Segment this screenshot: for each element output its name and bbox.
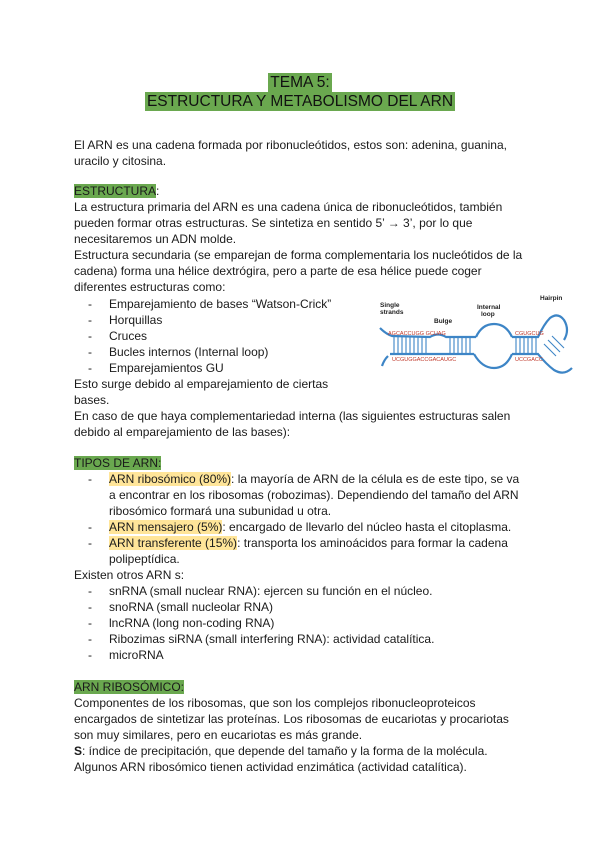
tipo-item-cont: a encontrar en los ribosomas (robozimas). Dependiendo del tamaño del ARN (109, 488, 519, 502)
strand-right-top-seq: CGUGCUG (515, 331, 544, 337)
estructura-p1-line-3: necesitaremos un ADN molde. (74, 232, 237, 246)
ribosomico-heading (74, 679, 184, 695)
intro-line-2: uracilo y citosina. (74, 154, 167, 168)
ribosomico-last-line: Algunos ARN ribosómico tienen actividad enzimática (actividad catalítica). (74, 760, 467, 774)
label-loop: loop (481, 311, 495, 318)
otro-item: Ribozimas siRNA (small interfering RNA): actividad catalítica. (109, 632, 435, 646)
estructura-heading-text: ESTRUCTURA (74, 184, 157, 198)
list-bullet: - (88, 584, 92, 598)
list-bullet: - (88, 472, 92, 486)
strand-bottom-seq: UCGUGGACCGACAUGC (392, 357, 457, 363)
s-bold: S (74, 744, 83, 758)
list-bullet: - (88, 648, 92, 662)
label-single: Single (380, 302, 400, 309)
title-line-2: ESTRUCTURA Y METABOLISMO DEL ARN (146, 93, 454, 110)
estructura-p1-line-2: pueden formar otras estructuras. Se sintetiza en sentido 5’ → 3’, por lo que (74, 216, 473, 230)
list-bullet: - (88, 313, 92, 327)
ribosomico-line-1: Componentes de los ribosomas, que son los complejos ribonucleoproteicos (74, 696, 476, 710)
tipo-text: : transporta los aminoácidos para formar la cadena (237, 536, 508, 550)
label-hairpin: Hairpin (540, 295, 563, 302)
tipo-highlight: ARN transferente (15%) (109, 536, 238, 550)
ribosomico-s-line (74, 743, 488, 759)
otro-item: snRNA (small nuclear RNA): ejercen su función en el núcleo. (109, 584, 433, 598)
list-item: Emparejamiento de bases “Watson-Crick” (109, 297, 332, 311)
ribosomico-heading-text: ARN RIBOSÓMICO: (74, 680, 185, 694)
tipo-item-ribosomico (109, 471, 519, 487)
ribosomico-line-3: son muy similares, pero en eucariotas es más grande. (74, 728, 363, 742)
estructura-p2-line-2: cadena) forma una hélice dextrógira, pero a parte de esa hélice puede coger (74, 264, 482, 278)
list-item: Cruces (109, 329, 148, 343)
list-item: Bucles internos (Internal loop) (109, 345, 269, 359)
list-bullet: - (88, 345, 92, 359)
tipo-item-transferente (109, 535, 508, 551)
tipo-item-cont: ribosómico formará una subunidad u otra. (109, 504, 332, 518)
tipos-heading-text: TIPOS DE ARN: (74, 456, 162, 470)
strand-top-seq: AGCACCUGG GCUAG (388, 331, 446, 337)
estructura-after-line-3: En caso de que haya complementariedad interna (las siguientes estructuras salen (74, 409, 511, 423)
list-bullet: - (88, 632, 92, 646)
rna-secondary-structure-diagram (378, 294, 578, 382)
estructura-heading (74, 183, 159, 199)
list-bullet: - (88, 361, 92, 375)
ribosomico-line-2: encargados de sintetizar las proteínas. Los ribosomas de eucariotas y procariotas (74, 712, 509, 726)
list-bullet: - (88, 536, 92, 550)
tipo-text: : encargado de llevarlo del núcleo hasta el citoplasma. (222, 520, 512, 534)
list-item: Emparejamientos GU (109, 361, 224, 375)
list-bullet: - (88, 600, 92, 614)
s-text: : índice de precipitación, que depende del tamaño y la forma de la molécula. (82, 744, 488, 758)
list-item: Horquillas (109, 313, 163, 327)
otro-item: snoRNA (small nucleolar RNA) (109, 600, 274, 614)
estructura-after-line-1: Esto surge debido al emparejamiento de ciertas (74, 377, 329, 391)
estructura-p2-line-1: Estructura secundaria (se emparejan de forma complementaria los nucleótidos de la (74, 248, 523, 262)
estructura-p1-line-1: La estructura primaria del ARN es una cadena única de ribonucleótidos, también (74, 200, 503, 214)
otro-item: lncRNA (long non-coding RNA) (109, 616, 275, 630)
tipo-text: : la mayoría de ARN de la célula es de este tipo, se va (231, 472, 520, 486)
list-bullet: - (88, 616, 92, 630)
tipo-highlight: ARN ribosómico (80%) (109, 472, 232, 486)
label-bulge: Bulge (434, 318, 453, 325)
label-strands: strands (380, 309, 404, 316)
estructura-after-line-4: debido al emparejamiento de las bases): (74, 425, 291, 439)
tipo-item-cont: polipeptídica. (109, 552, 180, 566)
list-bullet: - (88, 297, 92, 311)
title-block (0, 73, 600, 111)
rna-backbone (380, 315, 572, 372)
estructura-heading-colon: : (156, 184, 160, 198)
otros-intro: Existen otros ARN s: (74, 568, 185, 582)
label-internal: Internal (477, 304, 501, 311)
list-bullet: - (88, 520, 92, 534)
estructura-p2-line-3: diferentes estructuras como: (74, 280, 226, 294)
title-line-1: TEMA 5: (270, 74, 330, 91)
estructura-after-line-2: bases. (74, 393, 110, 407)
intro-line-1: El ARN es una cadena formada por ribonucleótidos, estos son: adenina, guanina, (74, 138, 507, 152)
tipo-highlight: ARN mensajero (5%) (109, 520, 223, 534)
strand-right-bottom-seq: UCCGACC (515, 357, 543, 363)
tipos-heading (74, 455, 161, 471)
tipo-item-mensajero (109, 519, 511, 535)
otro-item: microRNA (109, 648, 164, 662)
list-bullet: - (88, 329, 92, 343)
